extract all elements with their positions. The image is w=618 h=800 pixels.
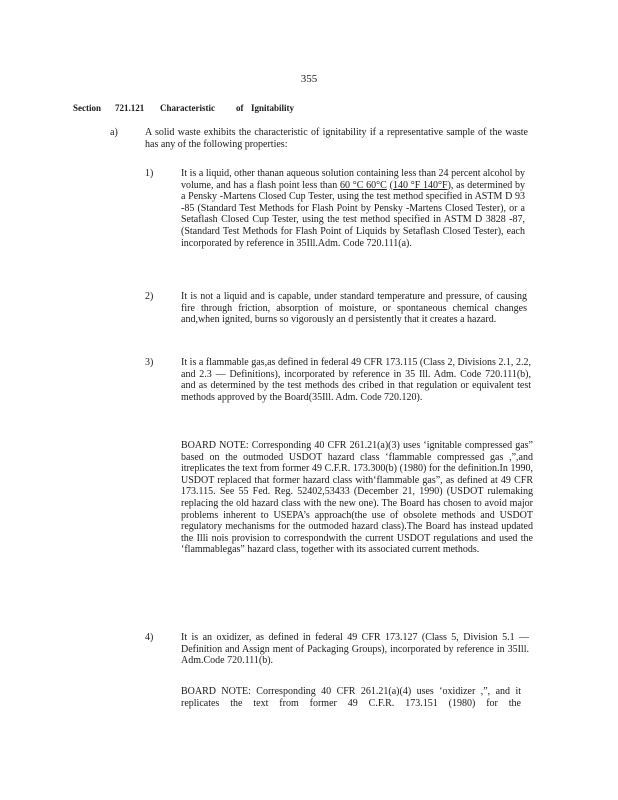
page-number: 355: [300, 73, 318, 85]
item-1-underlined-1: 60 °C 60°C: [340, 179, 387, 191]
subsection-a-marker: a): [110, 127, 118, 138]
item-1-text-part-1: It is a liquid, other thanan aqueous solution containing less than 24 percent alcohol by volume, and has a flash point less than: [181, 168, 525, 191]
item-1-text-part-2: ), as determined by a Pensky -Martens Closed Cup Tester, using the test method specified in ASTM D 93 -85 (Standard Test Methods for Flash Point by Pensky -Martens Closed Tester), or a Setaflash Closed Cup Tester, using the test method specified in ASTM D 3828 -87, (Standard Test Methods for Flash Point of Liquids by Setaflash Closed Tester), each incorporated by reference in 35Ill.Adm. Code 720.111(a).: [181, 179, 526, 249]
item-2-marker: 2): [145, 291, 154, 302]
section-label: Section: [73, 103, 101, 113]
subsection-a-text: A solid waste exhibits the characteristic of ignitability if a representative sample of the waste has any of the following properties:: [145, 127, 528, 150]
section-title-word-2: of: [236, 103, 244, 113]
item-3-marker: 3): [145, 357, 154, 368]
item-2-text: It is not a liquid and is capable, under standard temperature and pressure, of causing fire through friction, absorption of moisture, or spontaneous chemical changes and,when ignited, burns so vigorously an d persistently that it creates a hazard.: [181, 291, 527, 326]
item-1-underlined-2: (140 °F 140°F: [389, 179, 448, 191]
section-title-word-1: Characteristic: [160, 103, 215, 113]
item-1-marker: 1): [145, 168, 154, 179]
item-4-board-note: BOARD NOTE: Corresponding 40 CFR 261.21(a)(4) uses ‘oxidizer ,”, and it replicates the text from former 49 C.F.R. 173.151 (1980) for the: [181, 686, 521, 709]
item-4-text: It is an oxidizer, as defined in federal 49 CFR 173.127 (Class 5, Division 5.1 — Definition and Assign ment of Packaging Groups), incorporated by reference in 35Ill. Adm.Code 720.111(b).: [181, 632, 529, 667]
section-title-word-3: Ignitability: [251, 103, 295, 113]
item-4-marker: 4): [145, 632, 154, 643]
item-3-text: It is a flammable gas,as defined in federal 49 CFR 173.115 (Class 2, Divisions 2.1, 2.2, and 2.3 — Definitions), incorporated by reference in 35 Ill. Adm. Code 720.111(b), and as determined by the test methods des cribed in that regulation or equivalent test methods approved by the Board(35Ill. Adm. Code 720.120).: [181, 357, 531, 403]
section-number: 721.121: [115, 103, 145, 113]
item-1-text: [181, 168, 525, 249]
item-3-board-note: BOARD NOTE: Corresponding 40 CFR 261.21(a)(3) uses ‘ignitable compressed gas” based on the outmoded USDOT hazard class ‘flammable compressed gas ,”,and itreplicates the text from former 49 C.F.R. 173.300(b) (1980) for the definition.In 1990, USDOT replaced that former hazard class with‘flammable gas”, as defined at 49 CFR 173.115. See 55 Fed. Reg. 52402,53433 (December 21, 1990) (USDOT rulemaking replacing the old hazard class with the new one). The Board has chosen to avoid major problems inherent to USEPA’s approach(the use of obsolete methods and USDOT regulatory mechanisms for the outmoded hazard class).The Board has instead updated the Illi nois provision to correspondwith the current USDOT regulations and used the ‘flammablegas” hazard class, together with its associated current methods.: [181, 440, 533, 556]
